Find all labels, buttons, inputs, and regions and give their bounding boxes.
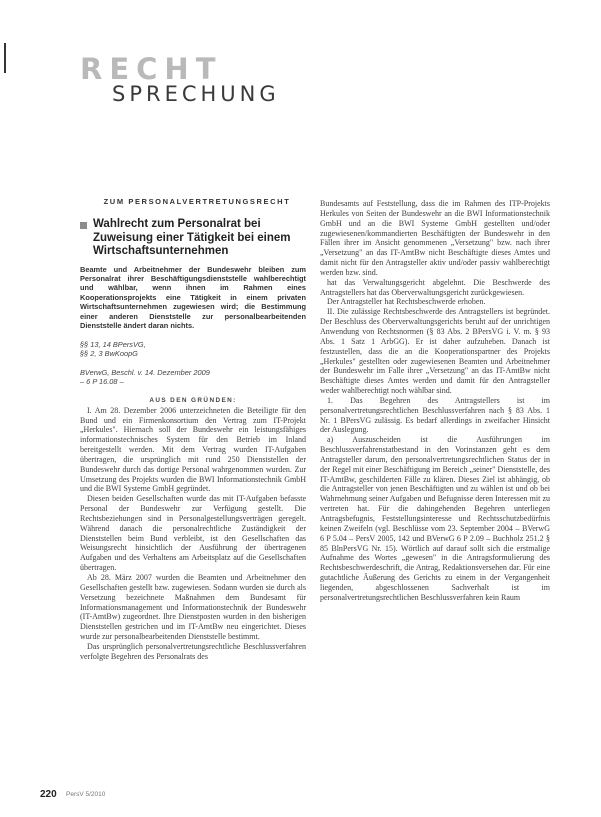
section-label: ZUM PERSONALVERTRETUNGSRECHT bbox=[103, 197, 291, 206]
body-text-right bbox=[320, 199, 550, 603]
paragraph: Der Antragsteller hat Rechtsbeschwerde erhoben. bbox=[327, 297, 486, 307]
right-column bbox=[320, 199, 550, 603]
decision-court-date: BVerwG, Beschl. v. 14. Dezember 2009 bbox=[80, 367, 210, 377]
margin-rule bbox=[4, 43, 6, 73]
body-text-left bbox=[80, 406, 306, 662]
paragraph: hat das Verwaltungsgericht abgelehnt. Die Beschwerde des Antragstellers hat das Oberverwaltungsgericht zurückgewiesen. bbox=[320, 277, 550, 297]
paragraph: Bundesamts auf Feststellung, dass die im Rahmen des ITP-Projekts Herkules von Seiten der Bundeswehr an die BWI Informationstechnik GmbH und an die BWI Systeme GmbH gestellten und/oder zugewiesenen/kommandierten Beschäftigten der Bundeswehr in den Fällen ihrer im Ansicht genommenen „Versetzung" bzw. nach ihrer „Versetzung" an das IT-AmtBw nicht Beschäftigte dieses Amtes und damit nicht für den Antragsteller aktiv und/oder passiv wahlberechtigt werden bzw. sind. bbox=[320, 199, 550, 277]
page-number: 220 bbox=[40, 789, 57, 800]
square-bullet-icon bbox=[80, 222, 87, 229]
paragraph: Diesen beiden Gesellschaften wurde das mit IT-Aufgaben befasste Personal der Bundeswehr zur Verfügung gestellt. Die Rechtsbeziehungen sind in Personalgestellungsverträgen geregelt. Während danach die personalrechtliche Zuständigkeit der Dienststellen beim Bund verbleibt, ist den Gesellschaften das Weisungsrecht hinsichtlich der Ausführung der übertragenen Aufgaben und des Verhaltens am Arbeitsplatz auf die Gesellschaften übertragen. bbox=[80, 494, 306, 573]
paragraph: a) Auszuscheiden ist die Ausführungen im Beschlussverfahrenstatbestand in den Vorinstanzen geht es dem Antragsteller darum, den personalvertretungsrechtlichen Status der in der Regel mit einer Beschäftigung im Bereich „seiner" Dienststelle, des IT-AmtBw, geschilderten Fälle zu klären. Dieses Ziel ist abhängig, ob die Antragsteller von jenen Beschäftigten und zu wählen ist und ob bei Wahrnehmung seiner Aufgaben und Befugnisse deren Interessen mit zu vertreten hat. Für die dahingehenden Begehren unterliegen Antragsbefugnis, Feststellungsinteresse und Rechtsschutzbedürfnis keinen Zweifeln (vgl. Beschlüsse vom 23. September 2004 – BVerwG 6 P 5.04 – PersV 2005, 142 und BVerwG 6 P 2.09 – Buchholz 251.2 § 85 BlnPersVG Nr. 15). Wörtlich auf darauf sollt sich die erstmalige Aufnahme des Wortes „gewesen" in die Antragsformulierung des Rechtsbeschwerdeschrift, die Antrag, Redaktionsversehen dar. Für eine gutachtliche Äußerung des Gerichts zu einem in der Vergangenheit liegenden, abgeschlossenen Sachverhalt ist im personalvertretungsrechtlichen Beschlussverfahren kein Raum bbox=[320, 435, 550, 602]
article-title: Wahlrecht zum Personalrat bei Zuweisung einer Tätigkeit bei einem Wirtschaftsunternehmen bbox=[93, 218, 291, 257]
paragraph: Ab 28. März 2007 wurden die Beamten und Arbeitnehmer den Gesellschaften gestellt bzw. zugewiesen. Sodann wurden sie durch als Versetzung bezeichnete Maßnahmen dem Bundesamt für Informationsmanagement und Informationstechnik der Bundeswehr (IT-AmtBw) zugeordnet. Ihre Dienstposten wurden in den bisherigen Dienststellen gestrichen und im IT-AmtBw neu eingerichtet. Dieses wurde zur personalbearbeitenden Dienststelle bestimmt. bbox=[80, 573, 306, 642]
decision-reference bbox=[80, 368, 306, 387]
paragraph: 1. Das Begehren des Antragstellers ist im personalvertretungsrechtlichen Beschlussverfahren nach § 83 Abs. 1 Nr. 1 BPersVG zulässig. Es bedarf allerdings in zweifacher Hinsicht der Auslegung. bbox=[320, 395, 550, 435]
article-title-row bbox=[80, 218, 306, 259]
norm-reference: §§ 13, 14 BPersVG, bbox=[80, 339, 146, 349]
article-lead: Beamte und Arbeitnehmer der Bundeswehr bleiben zum Personalrat ihrer Beschäftigungsdienststelle wahlberechtigt und wählbar, wenn ihnen im Rahmen eines Kooperationsprojekts eine Tätigkeit in einem privaten Wirtschaftsunternehmen zugewiesen wird; die Bestimmung einer anderen Dienststelle zur personalbearbeitenden Dienststelle ändert daran nichts. bbox=[80, 264, 306, 331]
left-column bbox=[80, 197, 306, 662]
norm-reference: §§ 2, 3 BwKoopG bbox=[80, 349, 138, 359]
journal-issue: PersV 5/2010 bbox=[66, 791, 106, 798]
grounds-heading: AUS DEN GRÜNDEN: bbox=[149, 396, 237, 404]
section-heading-sprechung: SPRECHUNG bbox=[112, 82, 280, 106]
paragraph: II. Die zulässige Rechtsbeschwerde des Antragstellers ist begründet. Der Beschluss des Oberverwaltungsgerichts beruht auf der unrichtigen Anwendung von Rechtsnormen (§ 83 Abs. 2 BPersVG i. V. m. § 93 Abs. 1 Satz 1 ArbGG). Er ist daher aufzuheben. Danach ist festzustellen, dass die an die Kooperationspartner des Projekts „Herkules" gestellten oder zugewiesenen Beamten und Arbeitnehmer der Bundeswehr im Falle ihrer „Versetzung" an das IT-AmtBw nicht Beschäftigte dieses Amtes werden und damit für den Antragsteller weder wahlberechtigt noch wählbar sind. bbox=[320, 307, 550, 396]
paragraph: I. Am 28. Dezember 2006 unterzeichneten die Beteiligte für den Bund und ein Firmenkonsortium den Vertrag zum IT-Projekt „Herkules". Hiernach soll der Bundeswehr ein leistungsfähiges informationstechnisches System für den Betrieb im Inland bereitgestellt werden. Mit dem Vertrag wurden IT-Aufgaben übertragen, die ursprünglich mit rund 250 Dienststellen der Bundeswehr durch das dortige Personal wahrgenommen wurden. Zur Umsetzung des Projekts wurden die BWI Informationstechnik GmbH und die BWI Systeme GmbH gegründet. bbox=[80, 405, 306, 494]
paragraph: Das ursprünglich personalvertretungsrechtliche Beschlussverfahren verfolgte Begehren des Personalrats des bbox=[80, 641, 306, 661]
section-heading-recht: RECHT bbox=[80, 52, 223, 86]
decision-file-number: – 6 P 16.08 – bbox=[80, 377, 124, 387]
norm-references bbox=[80, 340, 306, 359]
